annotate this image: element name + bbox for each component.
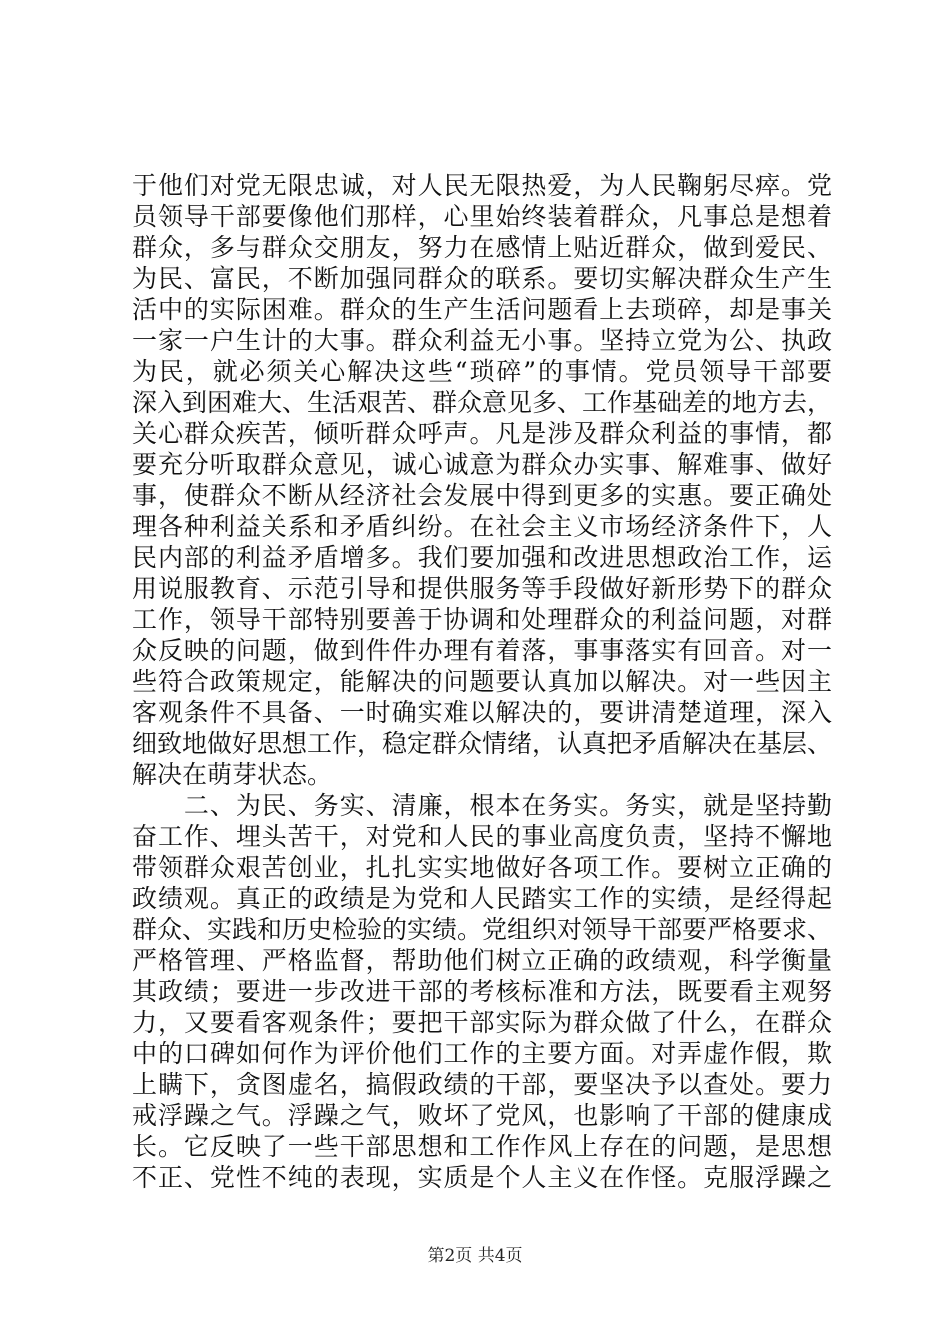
text-line: 中的口碑如何作为评价他们工作的主要方面。对弄虚作假，欺 <box>132 1039 832 1068</box>
text-line: 理各种利益关系和矛盾纠纷。在社会主义市场经济条件下，人 <box>132 512 832 541</box>
text-line: 深入到困难大、生活艰苦、群众意见多、工作基础差的地方去， <box>132 388 833 417</box>
text-line: 要充分听取群众意见，诚心诚意为群众办实事、解难事、做好 <box>132 450 832 479</box>
text-line: 群众、实践和历史检验的实绩。党组织对领导干部要严格要求、 <box>132 915 833 944</box>
text-line: 为民、富民，不断加强同群众的联系。要切实解决群众生产生 <box>132 264 832 293</box>
text-line: 些符合政策规定，能解决的问题要认真加以解决。对一些因主 <box>132 667 832 696</box>
body-text <box>132 170 832 1193</box>
text-line: 解决在萌芽状态。 <box>132 760 333 789</box>
text-line: 不正、党性不纯的表现，实质是个人主义在作怪。克服浮躁之 <box>132 1163 832 1192</box>
text-line: 为民，就必须关心解决这些“琐碎”的事情。党员领导干部要 <box>132 357 832 386</box>
text-line: 其政绩；要进一步改进干部的考核标准和方法，既要看主观努 <box>132 977 832 1006</box>
text-line: 力，又要看客观条件；要把干部实际为群众做了什么，在群众 <box>132 1008 832 1037</box>
text-line: 一家一户生计的大事。群众利益无小事。坚持立党为公、执政 <box>132 326 832 355</box>
text-line: 关心群众疾苦，倾听群众呼声。凡是涉及群众利益的事情，都 <box>132 419 832 448</box>
text-line: 长。它反映了一些干部思想和工作作风上存在的问题，是思想 <box>132 1132 832 1161</box>
text-line: 工作，领导干部特别要善于协调和处理群众的利益问题，对群 <box>132 605 832 634</box>
text-line: 细致地做好思想工作，稳定群众情绪，认真把矛盾解决在基层、 <box>132 729 833 758</box>
text-line: 政绩观。真正的政绩是为党和人民踏实工作的实绩，是经得起 <box>132 884 832 913</box>
text-line: 奋工作、埋头苦干，对党和人民的事业高度负责，坚持不懈地 <box>132 822 832 851</box>
text-line: 严格管理、严格监督，帮助他们树立正确的政绩观，科学衡量 <box>132 946 832 975</box>
text-line: 众反映的问题，做到件件办理有着落，事事落实有回音。对一 <box>132 636 832 665</box>
text-line: 二、为民、务实、清廉，根本在务实。务实，就是坚持勤 <box>132 791 832 820</box>
text-line: 于他们对党无限忠诚，对人民无限热爱，为人民鞠躬尽瘁。党 <box>132 171 832 200</box>
text-line: 群众，多与群众交朋友，努力在感情上贴近群众，做到爱民、 <box>132 233 832 262</box>
text-line: 带领群众艰苦创业，扎扎实实地做好各项工作。要树立正确的 <box>132 853 832 882</box>
text-line: 员领导干部要像他们那样，心里始终装着群众，凡事总是想着 <box>132 202 832 231</box>
text-line: 活中的实际困难。群众的生产生活问题看上去琐碎，却是事关 <box>132 295 832 324</box>
text-line: 民内部的利益矛盾增多。我们要加强和改进思想政治工作，运 <box>132 543 832 572</box>
text-line: 用说服教育、示范引导和提供服务等手段做好新形势下的群众 <box>132 574 832 603</box>
text-line: 上瞒下，贪图虚名，搞假政绩的干部，要坚决予以查处。要力 <box>132 1070 832 1099</box>
text-line: 戒浮躁之气。浮躁之气，败坏了党风，也影响了干部的健康成 <box>132 1101 832 1130</box>
text-line: 事，使群众不断从经济社会发展中得到更多的实惠。要正确处 <box>132 481 832 510</box>
page-number-label: 第2页 共4页 <box>427 1246 523 1266</box>
text-line: 客观条件不具备、一时确实难以解决的，要讲清楚道理，深入 <box>132 698 832 727</box>
page-footer <box>0 1245 950 1267</box>
